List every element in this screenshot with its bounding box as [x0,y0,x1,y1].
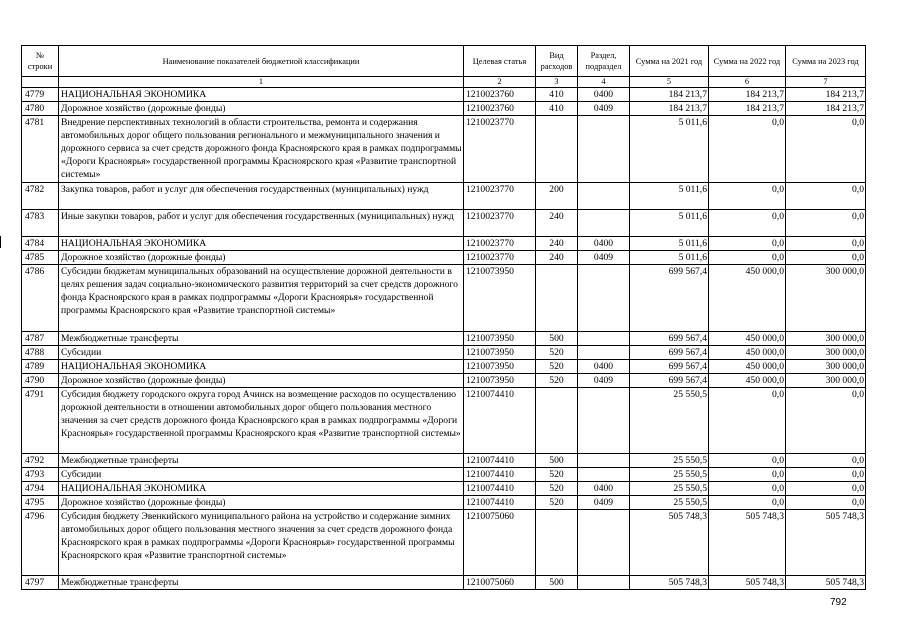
section-cell [578,332,630,346]
row-number-cell: 4797 [22,576,59,590]
header-target-article: Целевая статья [464,46,536,77]
indicator-name-cell: НАЦИОНАЛЬНАЯ ЭКОНОМИКА [59,88,464,102]
indicator-name-cell: НАЦИОНАЛЬНАЯ ЭКОНОМИКА [59,237,464,251]
row-number-cell: 4779 [22,88,59,102]
sum-2021-cell: 5 011,6 [630,116,709,183]
sum-2022-cell: 450 000,0 [709,332,786,346]
table-row [22,482,866,496]
target-article-cell: 1210073950 [464,332,536,346]
sum-2022-cell: 0,0 [709,454,786,468]
table-row [22,496,866,510]
indicator-name-cell: Субсидии [59,346,464,360]
table-row [22,510,866,576]
expense-type-cell: 500 [536,454,578,468]
expense-type-cell: 520 [536,496,578,510]
expense-type-cell: 520 [536,346,578,360]
sum-2023-cell: 0,0 [786,116,866,183]
sum-2023-cell: 0,0 [786,468,866,482]
sum-2021-cell: 5 011,6 [630,251,709,265]
sum-2022-cell: 184 213,7 [709,102,786,116]
sum-2021-cell: 5 011,6 [630,210,709,237]
sum-2022-cell: 0,0 [709,116,786,183]
indicator-name-cell: Субсидия бюджету Эвенкийского муниципального района на устройство и содержание зимних автомобильных дорог общего пользования местного значения за счет средств дорожного фонда Красноярского края в рамках подпрограммы «Дороги Красноярья» государственной программы Красноярского края «Развитие транспортной системы» [59,510,464,576]
sum-2021-cell: 505 748,3 [630,510,709,576]
table-row [22,88,866,102]
sum-2022-cell: 505 748,3 [709,510,786,576]
sum-2023-cell: 0,0 [786,251,866,265]
row-number-cell: 4787 [22,332,59,346]
sum-2022-cell: 450 000,0 [709,265,786,332]
table-row [22,454,866,468]
target-article-cell: 1210023770 [464,183,536,210]
sum-2023-cell: 0,0 [786,183,866,210]
target-article-cell: 1210023770 [464,116,536,183]
section-cell: 0400 [578,237,630,251]
sum-2023-cell: 300 000,0 [786,332,866,346]
sum-2021-cell: 699 567,4 [630,360,709,374]
row-number-cell: 4791 [22,388,59,454]
expense-type-cell: 500 [536,332,578,346]
column-number: 5 [630,77,709,88]
sum-2023-cell: 300 000,0 [786,360,866,374]
target-article-cell: 1210073950 [464,374,536,388]
sum-2021-cell: 184 213,7 [630,88,709,102]
row-number-cell: 4789 [22,360,59,374]
expense-type-cell: 520 [536,360,578,374]
header-indicator-name: Наименование показателей бюджетной классификации [59,46,464,77]
sum-2021-cell: 5 011,6 [630,183,709,210]
section-cell: 0409 [578,251,630,265]
indicator-name-cell: Иные закупки товаров, работ и услуг для обеспечения государственных (муниципальных) нужд [59,210,464,237]
row-number-cell: 4795 [22,496,59,510]
section-cell: 0400 [578,88,630,102]
sum-2022-cell: 0,0 [709,237,786,251]
sum-2023-cell: 0,0 [786,210,866,237]
table-row [22,251,866,265]
sum-2023-cell: 0,0 [786,482,866,496]
sum-2021-cell: 699 567,4 [630,265,709,332]
row-number-cell: 4786 [22,265,59,332]
expense-type-cell [536,388,578,454]
table-row [22,374,866,388]
indicator-name-cell: Межбюджетные трансферты [59,576,464,590]
section-cell: 0400 [578,360,630,374]
row-number-cell: 4792 [22,454,59,468]
indicator-name-cell: Внедрение перспективных технологий в области строительства, ремонта и содержания автомобильных дорог общего пользования регионального и межмуниципального значения и дорожного сервиса за счет средств дорожного фонда Красноярского края в рамках подпрограммы «Дороги Красноярья» государственной программы Красноярского края «Развитие транспортной системы» [59,116,464,183]
target-article-cell: 1210023770 [464,237,536,251]
target-article-cell: 1210075060 [464,510,536,576]
expense-type-cell: 240 [536,210,578,237]
table-row [22,183,866,210]
section-cell [578,388,630,454]
indicator-name-cell: НАЦИОНАЛЬНАЯ ЭКОНОМИКА [59,360,464,374]
sum-2022-cell: 0,0 [709,388,786,454]
sum-2023-cell: 184 213,7 [786,88,866,102]
expense-type-cell: 240 [536,237,578,251]
header-expense-type: Вид расходов [536,46,578,77]
row-number-cell: 4788 [22,346,59,360]
column-number: 1 [59,77,464,88]
sum-2022-cell: 0,0 [709,482,786,496]
sum-2023-cell: 0,0 [786,237,866,251]
indicator-name-cell: Субсидии бюджетам муниципальных образований на осуществление дорожной деятельности в целях решения задач социально-экономического развития территорий за счет средств дорожного фонда Красноярского края в рамках подпрограммы «Дороги Красноярья» государственной программы Красноярского края «Развитие транспортной системы» [59,265,464,332]
target-article-cell: 1210023760 [464,102,536,116]
sum-2023-cell: 300 000,0 [786,346,866,360]
table-row [22,332,866,346]
row-number-cell: 4783 [22,210,59,237]
target-article-cell: 1210073950 [464,346,536,360]
sum-2022-cell: 0,0 [709,251,786,265]
section-cell [578,576,630,590]
sum-2021-cell: 699 567,4 [630,374,709,388]
sum-2021-cell: 5 011,6 [630,237,709,251]
section-cell [578,183,630,210]
section-cell [578,346,630,360]
table-row [22,360,866,374]
sum-2021-cell: 699 567,4 [630,332,709,346]
expense-type-cell: 520 [536,482,578,496]
section-cell: 0400 [578,482,630,496]
sum-2023-cell: 505 748,3 [786,510,866,576]
target-article-cell: 1210073950 [464,265,536,332]
row-number-cell: 4785 [22,251,59,265]
indicator-name-cell: Дорожное хозяйство (дорожные фонды) [59,496,464,510]
row-number-cell: 4784 [22,237,59,251]
section-cell [578,454,630,468]
sum-2021-cell: 25 550,5 [630,454,709,468]
sum-2021-cell: 25 550,5 [630,496,709,510]
table-row [22,210,866,237]
section-cell: 0409 [578,496,630,510]
indicator-name-cell: Дорожное хозяйство (дорожные фонды) [59,374,464,388]
target-article-cell: 1210074410 [464,454,536,468]
section-cell: 0409 [578,102,630,116]
indicator-name-cell: НАЦИОНАЛЬНАЯ ЭКОНОМИКА [59,482,464,496]
row-number-cell: 4782 [22,183,59,210]
sum-2022-cell: 184 213,7 [709,88,786,102]
sum-2022-cell: 450 000,0 [709,346,786,360]
column-number: 6 [709,77,786,88]
column-number [22,77,59,88]
sum-2023-cell: 0,0 [786,496,866,510]
sum-2022-cell: 0,0 [709,496,786,510]
sum-2023-cell: 300 000,0 [786,265,866,332]
expense-type-cell [536,510,578,576]
table-row [22,102,866,116]
target-article-cell: 1210074410 [464,496,536,510]
row-number-cell: 4781 [22,116,59,183]
budget-table [21,45,866,590]
sum-2021-cell: 184 213,7 [630,102,709,116]
target-article-cell: 1210023770 [464,251,536,265]
target-article-cell: 1210075060 [464,576,536,590]
table-row [22,388,866,454]
expense-type-cell: 410 [536,102,578,116]
table-row [22,237,866,251]
sum-2023-cell: 184 213,7 [786,102,866,116]
column-number: 3 [536,77,578,88]
sum-2023-cell: 0,0 [786,388,866,454]
sum-2022-cell: 0,0 [709,210,786,237]
sum-2021-cell: 25 550,5 [630,468,709,482]
indicator-name-cell: Межбюджетные трансферты [59,454,464,468]
row-number-cell: 4796 [22,510,59,576]
sum-2023-cell: 0,0 [786,454,866,468]
sum-2021-cell: 25 550,5 [630,388,709,454]
header-sum-2021: Сумма на 2021 год [630,46,709,77]
section-cell [578,265,630,332]
expense-type-cell: 500 [536,576,578,590]
table-row [22,346,866,360]
indicator-name-cell: Субсидия бюджету городского округа город Ачинск на возмещение расходов по осуществлению дорожной деятельности в отношении автомобильных дорог общего пользования местного значения за счет средств дорожного фонда Красноярского края в рамках подпрограммы «Дороги Красноярья» государственной программы Красноярского края «Развитие транспортной системы» [59,388,464,454]
expense-type-cell: 410 [536,88,578,102]
target-article-cell: 1210073950 [464,360,536,374]
section-cell [578,210,630,237]
table-body [22,88,866,590]
sum-2023-cell: 505 748,3 [786,576,866,590]
column-number: 7 [786,77,866,88]
indicator-name-cell: Дорожное хозяйство (дорожные фонды) [59,251,464,265]
expense-type-cell [536,265,578,332]
expense-type-cell: 520 [536,374,578,388]
target-article-cell: 1210023770 [464,210,536,237]
table-row [22,468,866,482]
column-number: 2 [464,77,536,88]
indicator-name-cell: Межбюджетные трансферты [59,332,464,346]
table-row [22,265,866,332]
section-cell [578,116,630,183]
column-number: 4 [578,77,630,88]
sum-2021-cell: 699 567,4 [630,346,709,360]
section-cell [578,468,630,482]
target-article-cell: 1210074410 [464,482,536,496]
header-section: Раздел, подраздел [578,46,630,77]
sum-2022-cell: 450 000,0 [709,374,786,388]
sum-2021-cell: 25 550,5 [630,482,709,496]
indicator-name-cell: Дорожное хозяйство (дорожные фонды) [59,102,464,116]
row-number-cell: 4793 [22,468,59,482]
table-row [22,116,866,183]
indicator-name-cell: Закупка товаров, работ и услуг для обеспечения государственных (муниципальных) нужд [59,183,464,210]
sum-2022-cell: 450 000,0 [709,360,786,374]
section-cell [578,510,630,576]
section-cell: 0409 [578,374,630,388]
indicator-name-cell: Субсидии [59,468,464,482]
column-number-row [22,77,866,88]
sum-2023-cell: 300 000,0 [786,374,866,388]
page-margin-mark [0,236,1,248]
header-sum-2022: Сумма на 2022 год [709,46,786,77]
header-sum-2023: Сумма на 2023 год [786,46,866,77]
row-number-cell: 4794 [22,482,59,496]
row-number-cell: 4790 [22,374,59,388]
expense-type-cell: 520 [536,468,578,482]
sum-2022-cell: 0,0 [709,183,786,210]
expense-type-cell [536,116,578,183]
page-number: 792 [830,597,847,608]
target-article-cell: 1210074410 [464,468,536,482]
row-number-cell: 4780 [22,102,59,116]
target-article-cell: 1210023760 [464,88,536,102]
table-row [22,576,866,590]
sum-2022-cell: 505 748,3 [709,576,786,590]
header-row-number: № строки [22,46,59,77]
target-article-cell: 1210074410 [464,388,536,454]
sum-2021-cell: 505 748,3 [630,576,709,590]
sum-2022-cell: 0,0 [709,468,786,482]
table-header-row [22,46,866,77]
expense-type-cell: 200 [536,183,578,210]
expense-type-cell: 240 [536,251,578,265]
